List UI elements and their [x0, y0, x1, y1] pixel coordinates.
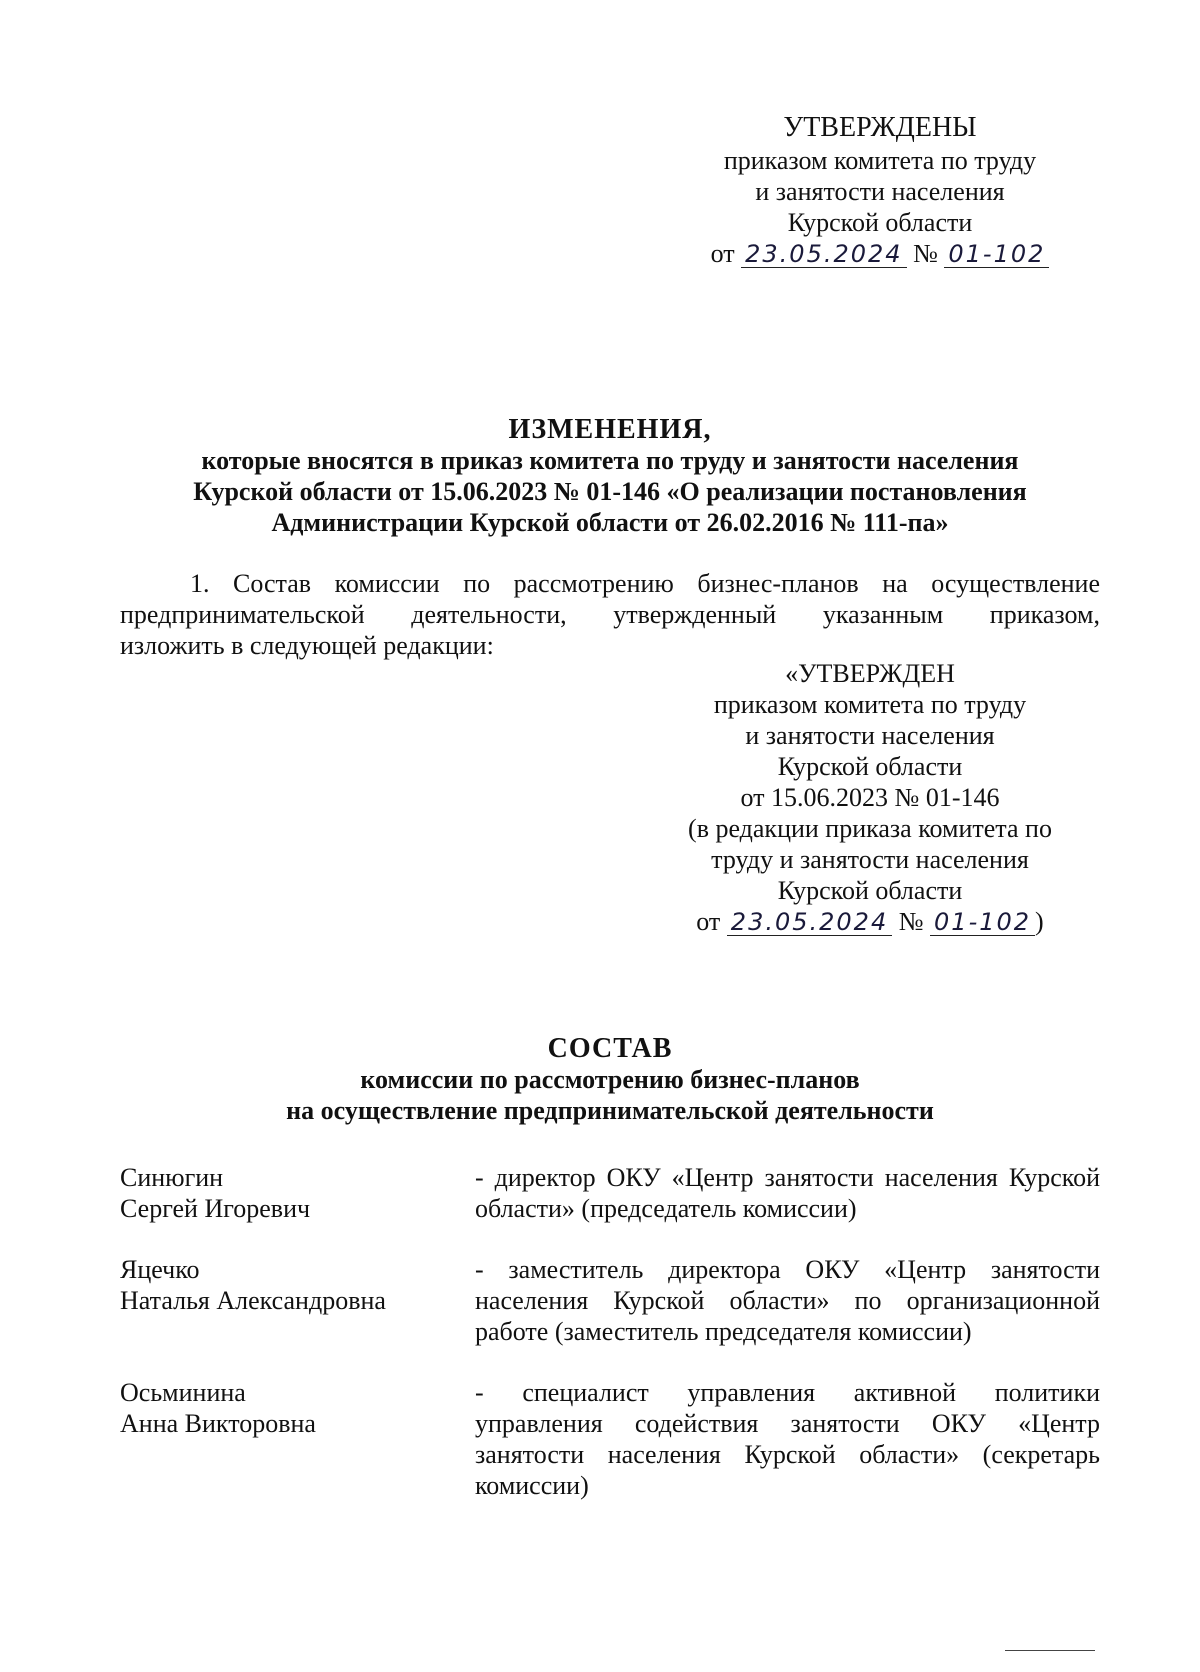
changes-heading [120, 414, 1100, 538]
member-given-name: Сергей Игоревич [120, 1194, 311, 1223]
approval-block-top [660, 112, 1100, 269]
approval-line: и занятости населения [755, 177, 1005, 206]
composition-heading [120, 1033, 1100, 1126]
member-role: - специалист управления активной политики управления содействия занятости ОКУ «Центр занятости населения Курской области» (секретарь комиссии) [475, 1378, 1100, 1500]
date-prefix: от [696, 907, 721, 936]
member-row [120, 1377, 1100, 1501]
member-name [120, 1254, 475, 1347]
handwritten-date: 23.05.2024 [727, 909, 892, 936]
approval-line: от 15.06.2023 № 01-146 [740, 783, 1000, 812]
number-sign: № [898, 907, 924, 936]
member-role: - директор ОКУ «Центр занятости населения Курской области» (председатель комиссии) [475, 1163, 1100, 1223]
approval-line: Курской области [777, 876, 963, 905]
handwritten-number: 01-102 [930, 909, 1035, 936]
member-role: - заместитель директора ОКУ «Центр занятости населения Курской области» по организационной работе (заместитель председателя комиссии) [475, 1255, 1100, 1346]
date-prefix: от [710, 239, 735, 268]
approval-title: «УТВЕРЖДЕН [785, 659, 955, 688]
member-given-name: Наталья Александровна [120, 1286, 386, 1315]
approval-title: УТВЕРЖДЕНЫ [783, 112, 977, 143]
member-surname: Осьминина [120, 1378, 246, 1407]
composition-subtitle-line: на осуществление предпринимательской деятельности [286, 1096, 934, 1125]
member-row [120, 1162, 1100, 1224]
paragraph-line: изложить в следующей редакции: [120, 631, 494, 660]
approval-line: труду и занятости населения [711, 845, 1029, 874]
member-surname: Синюгин [120, 1163, 224, 1192]
intro-paragraph [120, 568, 1100, 661]
approval-line: и занятости населения [745, 721, 995, 750]
member-given-name: Анна Викторовна [120, 1409, 316, 1438]
handwritten-date: 23.05.2024 [741, 241, 906, 268]
changes-subtitle-line: Администрации Курской области от 26.02.2016 № 111-па» [271, 508, 949, 537]
member-row [120, 1254, 1100, 1347]
approval-line: приказом комитета по труду [723, 146, 1037, 175]
number-sign: № [913, 239, 938, 268]
closing-paren: ) [1035, 907, 1044, 936]
composition-subtitle-line: комиссии по рассмотрению бизнес-планов [360, 1065, 860, 1094]
approval-line: Курской области [777, 752, 963, 781]
members-list [120, 1162, 1100, 1531]
paragraph-line: 1. Состав комиссии по рассмотрению бизнес-планов на осуществление [190, 569, 1100, 598]
changes-subtitle-line: Курской области от 15.06.2023 № 01-146 «О реализации постановления [193, 477, 1027, 506]
handwritten-number: 01-102 [944, 241, 1049, 268]
paragraph-line: предпринимательской деятельности, утвержденный указанным приказом, [120, 600, 1100, 629]
approval-date-line [640, 906, 1100, 937]
composition-title: СОСТАВ [547, 1033, 673, 1064]
changes-title: ИЗМЕНЕНИЯ, [508, 414, 712, 445]
member-name [120, 1377, 475, 1501]
member-surname: Яцечко [120, 1255, 200, 1284]
approval-line: Курской области [787, 208, 973, 237]
changes-subtitle-line: которые вносятся в приказ комитета по труду и занятости населения [201, 446, 1019, 475]
page-footer-rule [1005, 1650, 1095, 1651]
approval-line: приказом комитета по труду [713, 690, 1027, 719]
approval-date-line [660, 238, 1100, 269]
approval-line: (в редакции приказа комитета по [688, 814, 1052, 843]
approval-block-inner [640, 658, 1100, 937]
member-name [120, 1162, 475, 1224]
